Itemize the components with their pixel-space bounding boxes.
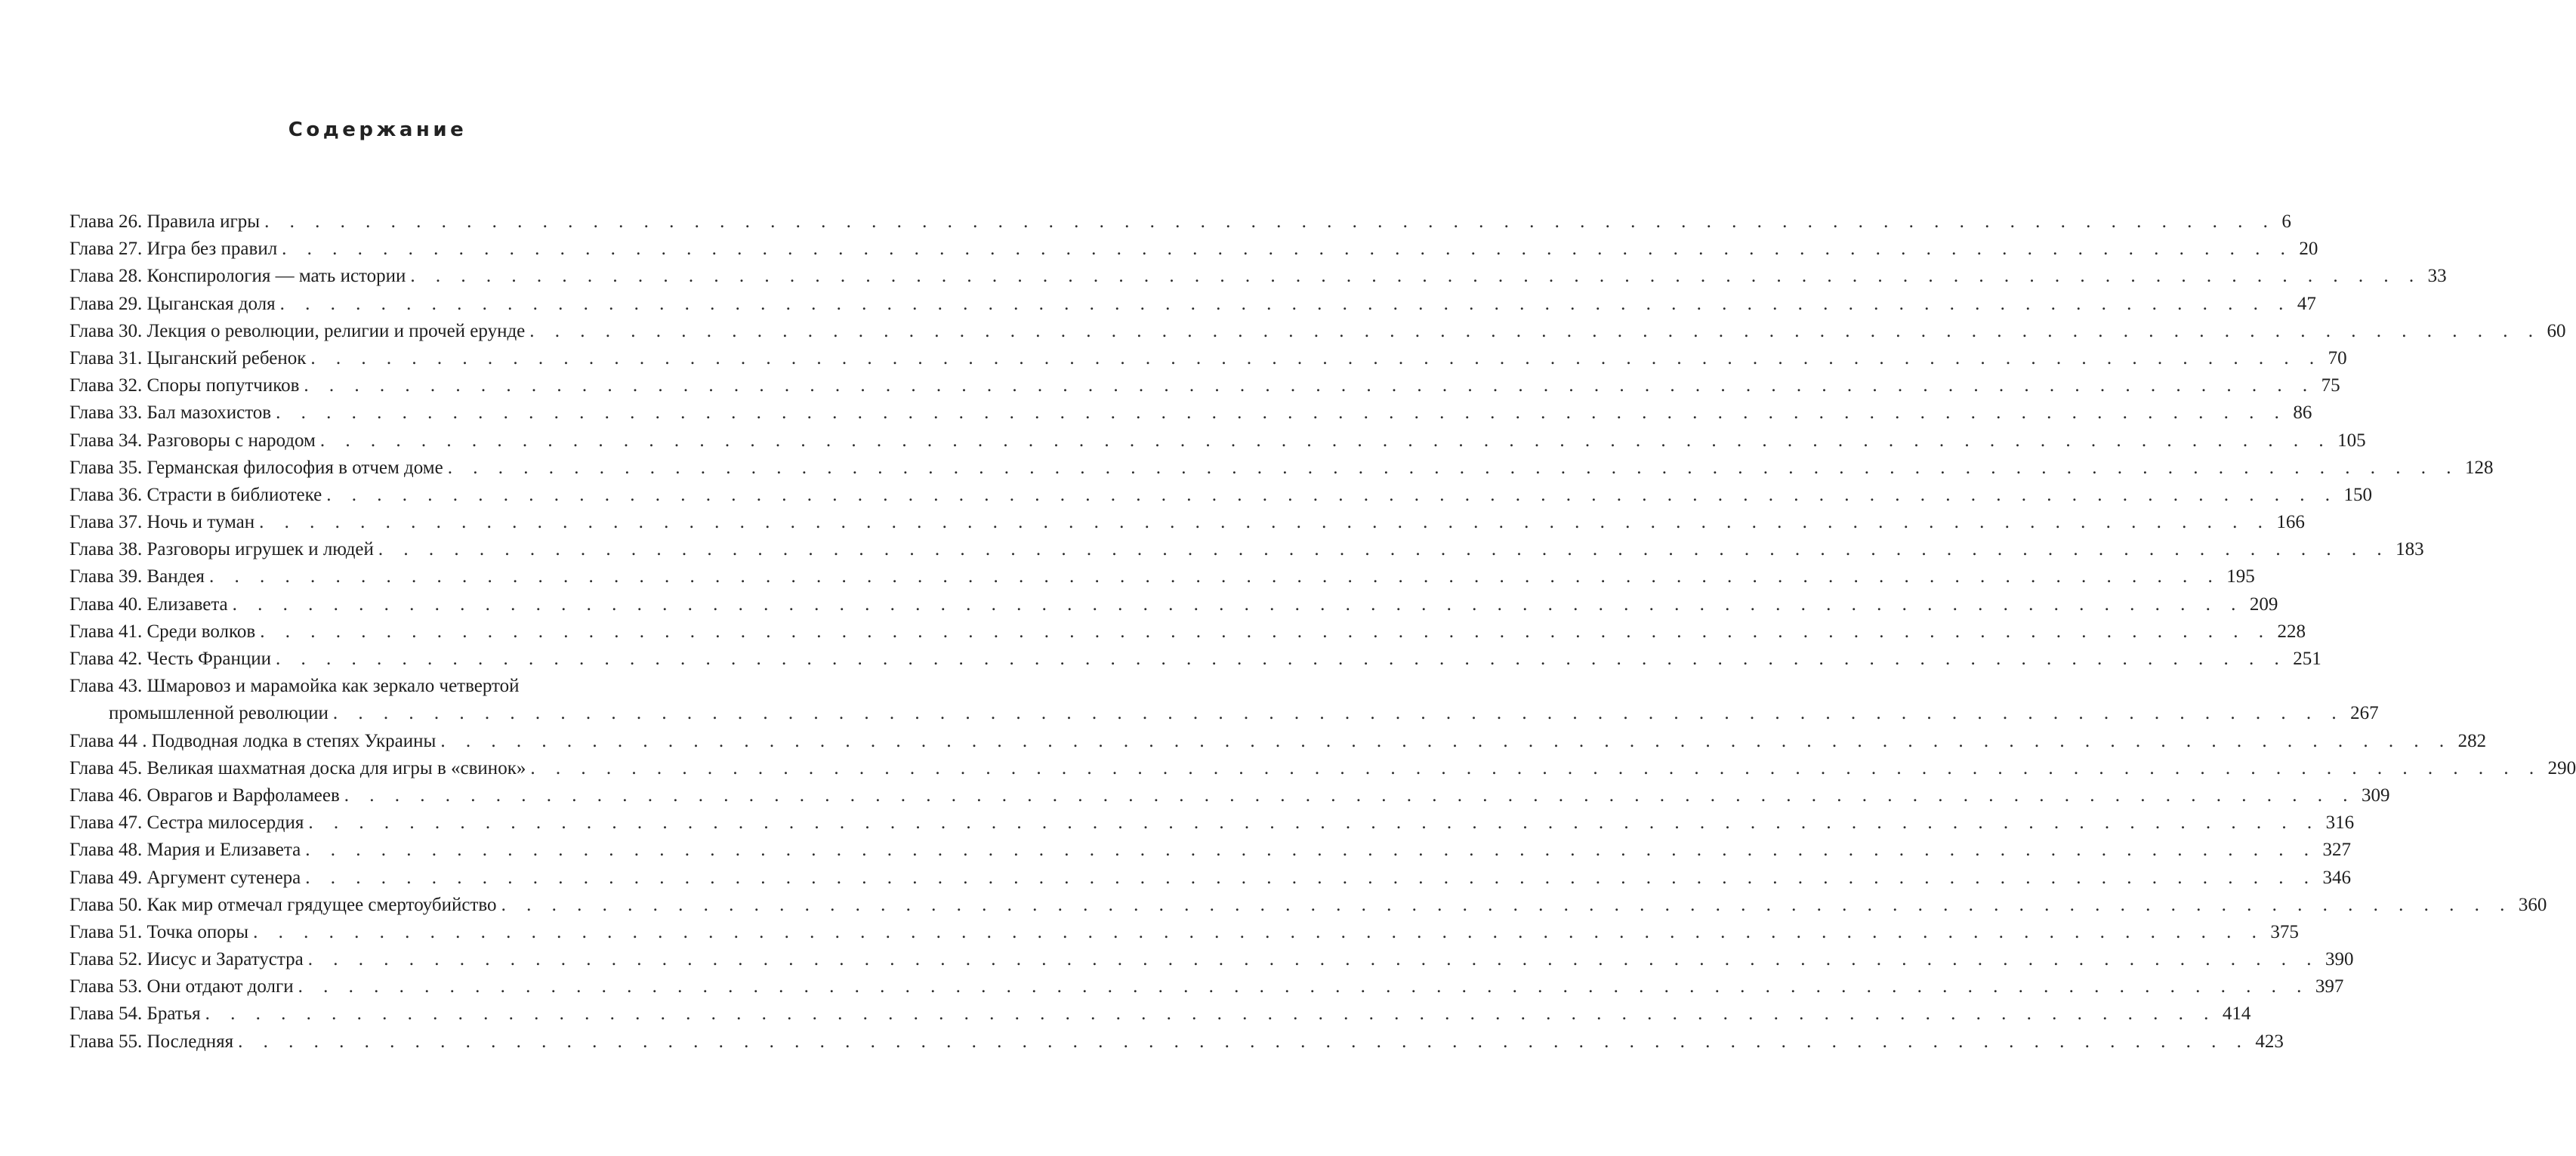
toc-entry-title: Глава 35. Германская философия в отчем доме xyxy=(69,457,443,478)
toc-entry-page: 414 xyxy=(2222,1003,2251,1025)
toc-entry-page: 390 xyxy=(2325,949,2354,970)
toc-entry xyxy=(69,755,2576,782)
toc-entry xyxy=(69,1000,2251,1028)
toc-entry-page: 267 xyxy=(2350,703,2379,724)
toc-entry-title: Глава 53. Они отдают долги xyxy=(69,976,294,997)
dot-leader: . . . . . . . . . . . . . . . . . . . . . . . . . . . . . . . . . . . . . . . . . . . . . . . . . . . . . . . . . . . . . . . . . . . . . . . . . . . . . . . . xyxy=(238,1031,2250,1052)
toc-entry xyxy=(69,236,2318,263)
toc-entry-page: 397 xyxy=(2315,976,2344,997)
toc-entry-title: Глава 33. Бал мазохистов xyxy=(69,402,272,424)
toc-entry xyxy=(69,837,2351,864)
toc-entry xyxy=(69,208,2291,236)
toc-entry xyxy=(69,946,2354,973)
toc-entry-page: 33 xyxy=(2427,266,2447,287)
toc-entry-title: Глава 51. Точка опоры xyxy=(69,921,249,942)
toc-entry-page: 150 xyxy=(2343,484,2372,505)
toc-entry xyxy=(69,728,2487,755)
toc-entry xyxy=(69,809,2355,837)
toc-entry xyxy=(69,263,2447,290)
toc-entry xyxy=(69,973,2344,1000)
toc-entry-title: Глава 34. Разговоры с народом xyxy=(69,430,316,451)
toc-entry-title: Глава 40. Елизавета xyxy=(69,593,228,615)
dot-leader: . . . . . . . . . . . . . . . . . . . . . . . . . . . . . . . . . . . . . . . . . . . . . . . . . . . . . . . . . . . . . . . . . . . . . . . . . . . . . . . . xyxy=(529,320,2541,341)
toc-entry-title: Глава 48. Мария и Елизавета xyxy=(69,840,301,861)
toc-entry-title: Глава 54. Братья xyxy=(69,1003,201,1025)
dot-leader: . . . . . . . . . . . . . . . . . . . . . . . . . . . . . . . . . . . . . . . . . . . . . . . . . . . . . . . . . . . . . . . . . . . . . . . . . . . . . . . . xyxy=(344,785,2356,806)
toc-entry xyxy=(69,318,2566,345)
toc-entry xyxy=(69,455,2494,482)
toc-entry-page: 360 xyxy=(2518,894,2547,915)
toc-entry-title: Глава 46. Оврагов и Варфоламеев xyxy=(69,785,340,806)
toc-entry-title: Глава 28. Конспирология — мать истории xyxy=(69,266,406,287)
toc-entry-page: 327 xyxy=(2322,840,2351,861)
toc-entry-page: 282 xyxy=(2457,730,2487,751)
toc-entry-page: 209 xyxy=(2249,593,2278,615)
dot-leader: . . . . . . . . . . . . . . . . . . . . . . . . . . . . . . . . . . . . . . . . . . . . . . . . . . . . . . . . . . . . . . . . . . . . . . . . . . . . . . . . xyxy=(440,730,2452,751)
toc-entry-page: 86 xyxy=(2293,402,2312,424)
toc-entry-page: 60 xyxy=(2547,320,2566,341)
toc-entry xyxy=(69,536,2424,563)
toc-entry-title: Глава 38. Разговоры игрушек и людей xyxy=(69,539,374,560)
dot-leader: . . . . . . . . . . . . . . . . . . . . . . . . . . . . . . . . . . . . . . . . . . . . . . . . . . . . . . . . . . . . . . . . . . . . . . . . . . . . . . . . xyxy=(307,949,2319,970)
toc-entry-page: 228 xyxy=(2277,621,2306,642)
dot-leader: . . . . . . . . . . . . . . . . . . . . . . . . . . . . . . . . . . . . . . . . . . . . . . . . . . . . . . . . . . . . . . . . . . . . . . . . . . . . . . . . xyxy=(275,649,2288,669)
toc-entry-title: Глава 32. Споры попутчиков xyxy=(69,375,300,396)
toc-entry xyxy=(69,509,2305,536)
toc-entry-title: Глава 29. Цыганская доля xyxy=(69,293,276,314)
toc-entry-page: 47 xyxy=(2297,293,2316,314)
toc-entry xyxy=(69,919,2299,946)
dot-leader: . . . . . . . . . . . . . . . . . . . . . . . . . . . . . . . . . . . . . . . . . . . . . . . . . . . . . . . . . . . . . . . . . . . . . . . . . . . . . . . . xyxy=(326,484,2338,505)
toc-entry-page: 423 xyxy=(2255,1031,2284,1052)
toc-entry-page: 183 xyxy=(2396,539,2424,560)
toc-entry-page: 75 xyxy=(2321,375,2340,396)
table-of-contents xyxy=(69,208,2576,1056)
toc-entry xyxy=(69,591,2278,618)
toc-entry-title: Глава 26. Правила игры xyxy=(69,211,261,232)
toc-entry-title: Глава 42. Честь Франции xyxy=(69,649,271,669)
toc-entry xyxy=(69,291,2316,318)
toc-entry-title: Глава 44 . Подводная лодка в степях Украины xyxy=(69,730,437,751)
dot-leader: . . . . . . . . . . . . . . . . . . . . . . . . . . . . . . . . . . . . . . . . . . . . . . . . . . . . . . . . . . . . . . . . . . . . . . . . . . . . . . . . xyxy=(276,402,2288,424)
dot-leader: . . . . . . . . . . . . . . . . . . . . . . . . . . . . . . . . . . . . . . . . . . . . . . . . . . . . . . . . . . . . . . . . . . . . . . . . . . . . . . . . xyxy=(378,539,2390,560)
dot-leader: . . . . . . . . . . . . . . . . . . . . . . . . . . . . . . . . . . . . . . . . . . . . . . . . . . . . . . . . . . . . . . . . . . . . . . . . . . . . . . . . xyxy=(332,703,2345,724)
toc-entry-page: 20 xyxy=(2299,239,2318,260)
dot-leader: . . . . . . . . . . . . . . . . . . . . . . . . . . . . . . . . . . . . . . . . . . . . . . . . . . . . . . . . . . . . . . . . . . . . . . . . . . . . . . . . xyxy=(259,512,2271,533)
dot-leader: . . . . . . . . . . . . . . . . . . . . . . . . . . . . . . . . . . . . . . . . . . . . . . . . . . . . . . . . . . . . . . . . . . . . . . . . . . . . . . . . xyxy=(447,457,2459,478)
toc-entry xyxy=(69,427,2366,455)
toc-entry-title-continued: промышленной революции xyxy=(109,703,329,724)
toc-entry-title: Глава 30. Лекция о революции, религии и прочей ерунде xyxy=(69,320,526,341)
dot-leader: . . . . . . . . . . . . . . . . . . . . . . . . . . . . . . . . . . . . . . . . . . . . . . . . . . . . . . . . . . . . . . . . . . . . . . . . . . . . . . . . xyxy=(253,921,2265,942)
toc-entry-title: Глава 41. Среди волков xyxy=(69,621,256,642)
dot-leader: . . . . . . . . . . . . . . . . . . . . . . . . . . . . . . . . . . . . . . . . . . . . . . . . . . . . . . . . . . . . . . . . . . . . . . . . . . . . . . . . xyxy=(264,211,2276,232)
toc-entry-title: Глава 49. Аргумент сутенера xyxy=(69,867,301,888)
toc-entry xyxy=(69,482,2372,509)
dot-leader: . . . . . . . . . . . . . . . . . . . . . . . . . . . . . . . . . . . . . . . . . . . . . . . . . . . . . . . . . . . . . . . . . . . . . . . . . . . . . . . . xyxy=(410,266,2422,287)
toc-entry xyxy=(69,782,2390,809)
dot-leader: . . . . . . . . . . . . . . . . . . . . . . . . . . . . . . . . . . . . . . . . . . . . . . . . . . . . . . . . . . . . . . . . . . . . . . . . . . . . . . . . xyxy=(205,1003,2217,1025)
toc-entry xyxy=(69,399,2312,427)
toc-entry-page: 195 xyxy=(2226,566,2255,587)
toc-entry-page: 309 xyxy=(2362,785,2390,806)
dot-leader: . . . . . . . . . . . . . . . . . . . . . . . . . . . . . . . . . . . . . . . . . . . . . . . . . . . . . . . . . . . . . . . . . . . . . . . . . . . . . . . . xyxy=(305,840,2317,861)
toc-entry-page: 346 xyxy=(2322,867,2352,888)
toc-entry xyxy=(69,345,2347,372)
toc-entry-title: Глава 31. Цыганский ребенок xyxy=(69,347,307,368)
toc-entry-page: 6 xyxy=(2281,211,2291,232)
dot-leader: . . . . . . . . . . . . . . . . . . . . . . . . . . . . . . . . . . . . . . . . . . . . . . . . . . . . . . . . . . . . . . . . . . . . . . . . . . . . . . . . xyxy=(530,757,2542,778)
page-title: Содержание xyxy=(288,119,467,142)
toc-entry-title: Глава 36. Страсти в библиотеке xyxy=(69,484,322,505)
toc-entry xyxy=(69,892,2547,919)
dot-leader: . . . . . . . . . . . . . . . . . . . . . . . . . . . . . . . . . . . . . . . . . . . . . . . . . . . . . . . . . . . . . . . . . . . . . . . . . . . . . . . . xyxy=(305,867,2317,888)
toc-entry xyxy=(69,646,2321,673)
toc-entry-continuation xyxy=(69,700,2379,727)
dot-leader: . . . . . . . . . . . . . . . . . . . . . . . . . . . . . . . . . . . . . . . . . . . . . . . . . . . . . . . . . . . . . . . . . . . . . . . . . . . . . . . . xyxy=(308,812,2320,834)
toc-entry xyxy=(69,673,656,700)
toc-entry-page: 290 xyxy=(2547,757,2576,778)
toc-entry-title: Глава 45. Великая шахматная доска для игры в «свинок» xyxy=(69,757,526,778)
toc-entry-page: 251 xyxy=(2293,649,2321,669)
dot-leader: . . . . . . . . . . . . . . . . . . . . . . . . . . . . . . . . . . . . . . . . . . . . . . . . . . . . . . . . . . . . . . . . . . . . . . . . . . . . . . . . xyxy=(260,621,2272,642)
dot-leader: . . . . . . . . . . . . . . . . . . . . . . . . . . . . . . . . . . . . . . . . . . . . . . . . . . . . . . . . . . . . . . . . . . . . . . . . . . . . . . . . xyxy=(298,976,2309,997)
dot-leader: . . . . . . . . . . . . . . . . . . . . . . . . . . . . . . . . . . . . . . . . . . . . . . . . . . . . . . . . . . . . . . . . . . . . . . . . . . . . . . . . xyxy=(279,293,2291,314)
dot-leader: . . . . . . . . . . . . . . . . . . . . . . . . . . . . . . . . . . . . . . . . . . . . . . . . . . . . . . . . . . . . . . . . . . . . . . . . . . . . . . . . xyxy=(282,239,2294,260)
dot-leader: . . . . . . . . . . . . . . . . . . . . . . . . . . . . . . . . . . . . . . . . . . . . . . . . . . . . . . . . . . . . . . . . . . . . . . . . . . . . . . . . xyxy=(232,593,2244,615)
toc-entry-title: Глава 27. Игра без правил xyxy=(69,239,278,260)
toc-entry-title: Глава 43. Шмаровоз и марамойка как зеркало четвертой xyxy=(69,676,520,697)
dot-leader: . . . . . . . . . . . . . . . . . . . . . . . . . . . . . . . . . . . . . . . . . . . . . . . . . . . . . . . . . . . . . . . . . . . . . . . . . . . . . . . . xyxy=(310,347,2322,368)
toc-entry-page: 316 xyxy=(2325,812,2355,834)
toc-entry xyxy=(69,865,2352,892)
toc-entry-title: Глава 39. Вандея xyxy=(69,566,205,587)
dot-leader: . . . . . . . . . . . . . . . . . . . . . . . . . . . . . . . . . . . . . . . . . . . . . . . . . . . . . . . . . . . . . . . . . . . . . . . . . . . . . . . . xyxy=(501,894,2513,915)
toc-entry xyxy=(69,618,2306,646)
toc-entry-page: 375 xyxy=(2270,921,2299,942)
toc-entry-page: 70 xyxy=(2328,347,2347,368)
dot-leader: . . . . . . . . . . . . . . . . . . . . . . . . . . . . . . . . . . . . . . . . . . . . . . . . . . . . . . . . . . . . . . . . . . . . . . . . . . . . . . . . xyxy=(208,566,2221,587)
toc-entry-page: 105 xyxy=(2337,430,2366,451)
toc-entry xyxy=(69,563,2255,590)
dot-leader: . . . . . . . . . . . . . . . . . . . . . . . . . . . . . . . . . . . . . . . . . . . . . . . . . . . . . . . . . . . . . . . . . . . . . . . . . . . . . . . . xyxy=(304,375,2315,396)
toc-entry xyxy=(69,1028,2284,1056)
toc-entry-title: Глава 52. Иисус и Заратустра xyxy=(69,949,304,970)
toc-entry-title: Глава 50. Как мир отмечал грядущее смертоубийство xyxy=(69,894,497,915)
dot-leader: . . . . . . . . . . . . . . . . . . . . . . . . . . . . . . . . . . . . . . . . . . . . . . . . . . . . . . . . . . . . . . . . . . . . . . . . . . . . . . . . xyxy=(319,430,2332,451)
toc-entry-title: Глава 47. Сестра милосердия xyxy=(69,812,304,834)
toc-entry-title: Глава 37. Ночь и туман xyxy=(69,512,255,533)
toc-entry-page: 128 xyxy=(2464,457,2494,478)
toc-entry-page: 166 xyxy=(2276,512,2305,533)
toc-entry-title: Глава 55. Последняя xyxy=(69,1031,234,1052)
toc-entry xyxy=(69,372,2340,399)
